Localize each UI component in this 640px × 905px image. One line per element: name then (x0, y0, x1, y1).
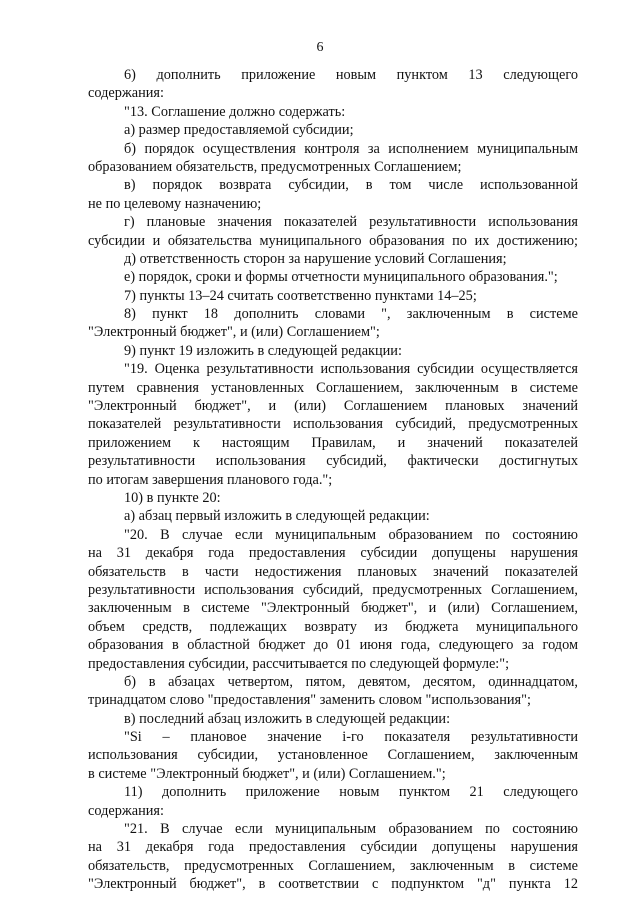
text-line: приложением к настоящим Правилам, и значений показателей (88, 434, 578, 451)
text-line: субсидии и обязательства муниципального образования по их достижению; (88, 232, 578, 249)
page-number: 6 (316, 40, 324, 55)
text-line: заключенным в системе "Электронный бюджет", и (или) Соглашением, (88, 600, 578, 617)
text-line: на 31 декабря года предоставления субсидии допущены нарушения (88, 839, 578, 856)
text-line: 6) дополнить приложение новым пунктом 13 следующего (124, 67, 578, 83)
text-line: б) в абзацах четвертом, пятом, девятом, десятом, одиннадцатом, (124, 673, 578, 690)
text-line: показателей результативности использования субсидий, предусмотренных (88, 416, 578, 433)
text-line: 11) дополнить приложение новым пунктом 21 следующего (124, 784, 578, 801)
text-line: результативности использования субсидий, фактически достигнутых (88, 453, 578, 470)
text-line: обязательств, предусмотренных Соглашением, заключенным в системе (88, 857, 578, 874)
text-line: предоставления субсидии, рассчитывается по следующей формуле:"; (88, 655, 510, 672)
text-line: образованием обязательств, предусмотренных Соглашением; (88, 158, 462, 175)
text-line: в) последний абзац изложить в следующей редакции: (124, 710, 451, 727)
text-line: 7) пункты 13–24 считать соответственно пунктами 14–25; (124, 287, 477, 304)
text-line: "Электронный бюджет", в соответствии с подпунктом "д" пункта 12 (88, 876, 578, 893)
document-body (88, 66, 578, 894)
text-line: использования субсидии, установленное Соглашением, заключенным (88, 747, 578, 764)
text-line: е) порядок, сроки и формы отчетности муниципального образования."; (124, 269, 558, 286)
text-line: "Si – плановое значение i-го показателя результативности (124, 729, 578, 746)
text-line: содержания: (88, 802, 164, 819)
text-line: "Электронный бюджет", и (или) Соглашением"; (88, 324, 380, 341)
text-line: результативности использования субсидий, предусмотренных Соглашением, (88, 581, 578, 598)
text-line: "13. Соглашение должно содержать: (124, 103, 346, 120)
text-line: "Электронный бюджет", и (или) Соглашением плановых значений (88, 398, 578, 415)
text-line: содержания: (88, 85, 164, 102)
text-line: 10) в пункте 20: (124, 489, 221, 506)
text-line: тринадцатом слово "предоставления" заменить словом "использования"; (88, 692, 531, 709)
text-line: а) размер предоставляемой субсидии; (124, 122, 354, 139)
text-line: 8) пункт 18 дополнить словами ", заключенным в системе (124, 306, 578, 323)
text-line: "19. Оценка результативности использования субсидии осуществляется (124, 361, 578, 378)
text-line: д) ответственность сторон за нарушение условий Соглашения; (124, 250, 507, 267)
text-line: путем сравнения установленных Соглашением, заключенным в системе (88, 379, 578, 396)
text-line: "21. В случае если муниципальным образованием по состоянию (124, 821, 578, 838)
text-line: г) плановые значения показателей результативности использования (124, 214, 578, 231)
text-line: в системе "Электронный бюджет", и (или) Соглашением."; (88, 765, 446, 782)
text-line: "20. В случае если муниципальным образованием по состоянию (124, 526, 578, 543)
text-line: 9) пункт 19 изложить в следующей редакции: (124, 342, 402, 359)
text-line: б) порядок осуществления контроля за исполнением муниципальным (124, 140, 578, 157)
text-line: образования в областной бюджет до 01 июня года, следующего за годом (88, 637, 578, 654)
text-line: на 31 декабря года предоставления субсидии допущены нарушения (88, 545, 578, 562)
text-line: в) порядок возврата субсидии, в том числе использованной (124, 177, 578, 194)
text-line: не по целевому назначению; (88, 195, 262, 212)
text-line: по итогам завершения планового года."; (88, 471, 333, 488)
text-line: а) абзац первый изложить в следующей редакции: (124, 508, 430, 525)
text-line: объем средств, подлежащих возврату из бюджета муниципального (88, 618, 578, 635)
text-line: обязательств в части недостижения плановых значений показателей (88, 563, 578, 580)
